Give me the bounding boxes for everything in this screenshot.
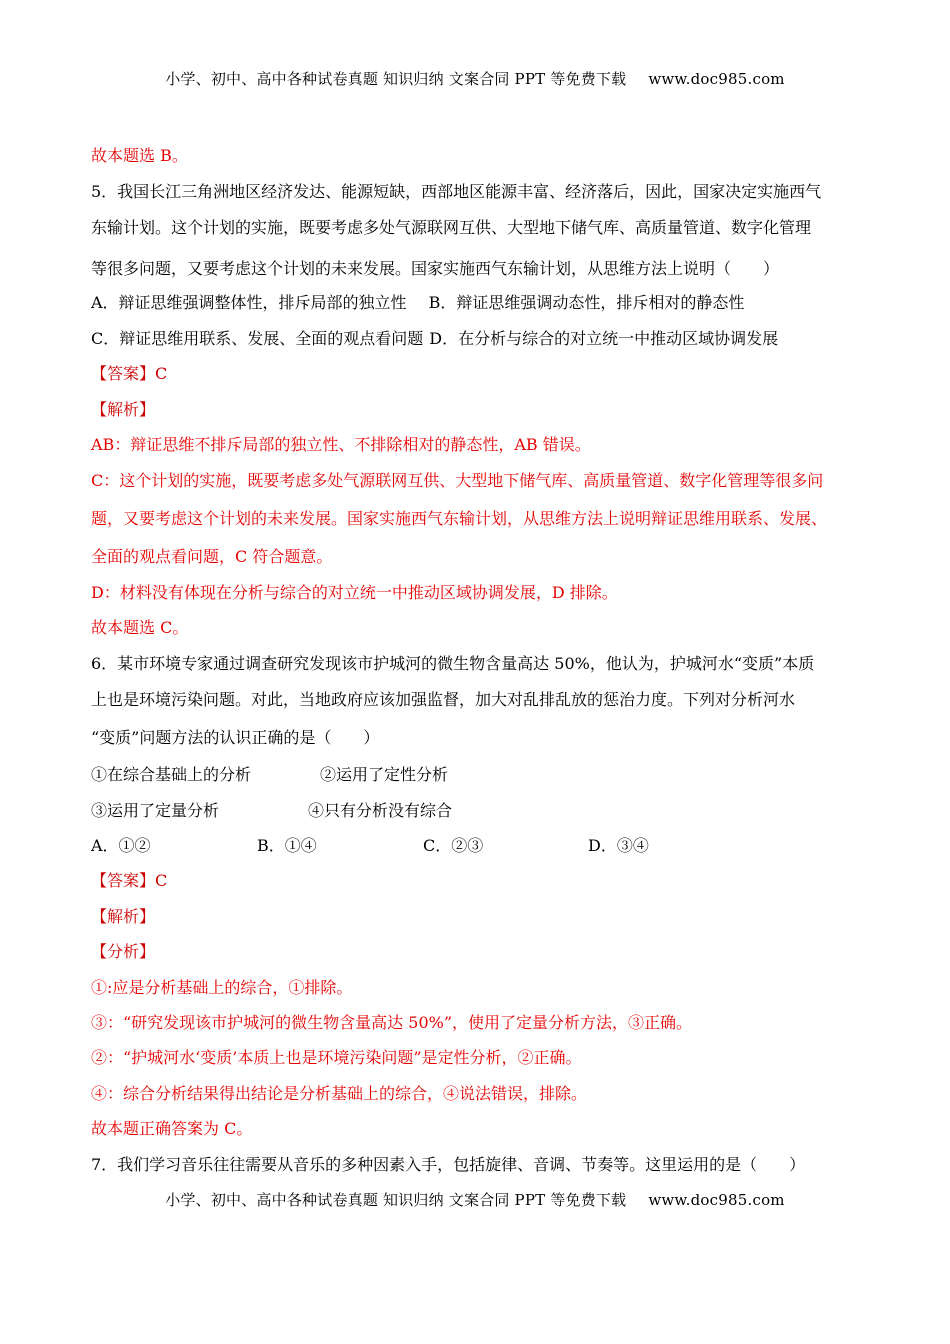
q5-analysis-line-4: 全面的观点看问题，C 符合题意。: [91, 547, 333, 566]
header-text: 小学、初中、高中各种试卷真题 知识归纳 文案合同 PPT 等免费下载: [165, 70, 627, 88]
footer-text: 小学、初中、高中各种试卷真题 知识归纳 文案合同 PPT 等免费下载: [165, 1191, 627, 1209]
q6-answer: [91, 871, 167, 891]
q6-analysis-line-1: ①:应是分析基础上的综合，①排除。: [91, 978, 353, 997]
page-header: [0, 68, 950, 89]
q6-option-b: B．①④: [257, 836, 317, 855]
q6-analysis-tag: 【解析】: [91, 907, 156, 926]
q5-analysis-line-5: D：材料没有体现在分析与综合的对立统一中推动区域协调发展，D 排除。: [91, 583, 618, 602]
q6-stem-line-1: 6．某市环境专家通过调查研究发现该市护城河的微生物含量高达 50%，他认为，护城河水“变质”本质: [91, 654, 815, 673]
q5-option-c: C．辩证思维用联系、发展、全面的观点看问题: [91, 329, 424, 348]
q5-answer-value: C: [155, 364, 168, 383]
q4-conclusion: 故本题选 B。: [91, 146, 188, 165]
q5-conclusion: 故本题选 C。: [91, 618, 189, 637]
q6-stem-line-3: “变质”问题方法的认识正确的是（ ）: [91, 728, 380, 747]
q5-analysis-tag: 【解析】: [91, 400, 156, 419]
q5-stem-line-1: 5．我国长江三角洲地区经济发达、能源短缺，西部地区能源丰富、经济落后，因此，国家决定实施西气: [91, 182, 822, 201]
q6-item-3: ③运用了定量分析: [91, 801, 220, 820]
q6-answer-tag: 【答案】: [91, 871, 156, 890]
q6-conclusion: 故本题正确答案为 C。: [91, 1119, 253, 1138]
q5-analysis-line-1: AB：辩证思维不排斥局部的独立性、不排除相对的静态性，AB 错误。: [91, 435, 591, 454]
q6-answer-value: C: [155, 871, 168, 890]
q6-analysis-line-2: ③：“研究发现该市护城河的微生物含量高达 50%”，使用了定量分析方法，③正确。: [91, 1013, 693, 1032]
q5-options-row-2: [91, 329, 778, 349]
q6-item-4: ④只有分析没有综合: [308, 801, 453, 820]
footer-site: www.doc985.com: [648, 1191, 785, 1209]
q6-analysis-line-4: ④：综合分析结果得出结论是分析基础上的综合，④说法错误，排除。: [91, 1084, 588, 1103]
q5-option-b: B．辩证思维强调动态性，排斥相对的静态性: [428, 293, 745, 312]
q6-analysis-line-3: ②：“护城河水‘变质’本质上也是环境污染问题”是定性分析，②正确。: [91, 1048, 582, 1067]
q6-stem-line-2: 上也是环境污染问题。对此，当地政府应该加强监督，加大对乱排乱放的惩治力度。下列对分析河水: [91, 690, 796, 709]
q6-option-d: D．③④: [588, 836, 649, 855]
header-site: www.doc985.com: [648, 70, 785, 88]
q5-analysis-line-3: 题，又要考虑这个计划的未来发展。国家实施西气东输计划，从思维方法上说明辩证思维用联系、发展、: [91, 509, 828, 528]
q6-option-a: A．①②: [91, 836, 151, 855]
q5-answer: [91, 364, 167, 384]
q6-items-row-1: [91, 765, 449, 785]
q6-item-2: ②运用了定性分析: [320, 765, 449, 784]
page-footer: [0, 1189, 950, 1210]
q7-stem: 7．我们学习音乐往往需要从音乐的多种因素入手，包括旋律、音调、节奏等。这里运用的是（ ）: [91, 1155, 806, 1174]
q6-option-c: C．②③: [423, 836, 484, 855]
q5-stem-line-2: 东输计划。这个计划的实施，既要考虑多处气源联网互供、大型地下储气库、高质量管道、数字化管理: [91, 218, 812, 237]
q5-option-a: A．辩证思维强调整体性，排斥局部的独立性: [91, 293, 407, 312]
q6-options-row: [91, 836, 691, 856]
q5-stem-line-3: 等很多问题，又要考虑这个计划的未来发展。国家实施西气东输计划，从思维方法上说明（ ）: [91, 259, 780, 278]
q5-analysis-line-2: C：这个计划的实施，既要考虑多处气源联网互供、大型地下储气库、高质量管道、数字化管理等很多问: [91, 471, 824, 490]
q5-option-d: D．在分析与综合的对立统一中推动区域协调发展: [429, 329, 779, 348]
q5-answer-tag: 【答案】: [91, 364, 156, 383]
q6-items-row-2: [91, 801, 591, 821]
q6-item-1: ①在综合基础上的分析: [91, 765, 252, 784]
q5-options-row-1: [91, 293, 744, 313]
q6-fenxi-tag: 【分析】: [91, 942, 156, 961]
